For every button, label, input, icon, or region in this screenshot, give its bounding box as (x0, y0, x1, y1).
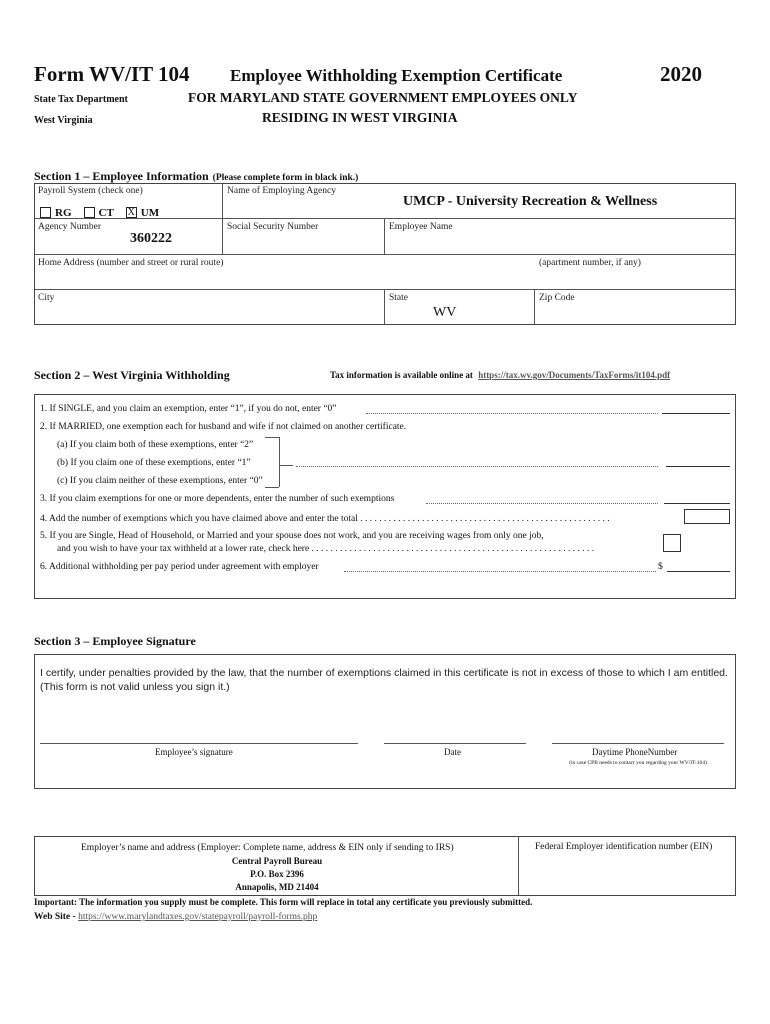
item-3-text: 3. If you claim exemptions for one or more dependents, enter the number of such exemptions (40, 494, 395, 504)
form-id: Form WV/IT 104 (34, 62, 190, 86)
subtitle-line-1: FOR MARYLAND STATE GOVERNMENT EMPLOYEES ONLY (188, 90, 578, 105)
ssn-label: Social Security Number (227, 222, 319, 232)
item-2b-text: (b) If you claim one of these exemptions, enter “1” (57, 458, 251, 468)
state-label: State (389, 293, 408, 303)
employee-info-table (34, 183, 736, 325)
apartment-label: (apartment number, if any) (539, 258, 641, 268)
ssn-cell[interactable] (223, 219, 385, 255)
checkbox-um-checked[interactable]: X (127, 206, 135, 218)
ein-label: Federal Employer identification number (EIN) (535, 842, 713, 852)
form-year: 2020 (660, 62, 702, 86)
checkbox-rg[interactable] (40, 207, 51, 218)
item-5-text-a: 5. If you are Single, Head of Household, or Married and your spouse does not work, and you are receiving wages from only one job, (40, 531, 544, 541)
item-3-answer[interactable] (664, 503, 730, 504)
website-link[interactable]: https://www.marylandtaxes.gov/statepayroll/payroll-forms.php (78, 912, 318, 922)
section1-note: (Please complete form in black ink.) (212, 173, 359, 183)
item-1-text: 1. If SINGLE, and you claim an exemption, enter “1”, if you do not, enter “0” (40, 404, 337, 414)
payroll-option-um[interactable]: X UM (127, 206, 160, 219)
item-4-total-box[interactable] (684, 509, 730, 524)
employer-label: Employer’s name and address (Employer: Complete name, address & EIN only if sending to IRS) (81, 843, 454, 853)
employer-po-box: P.O. Box 2396 (250, 869, 304, 879)
website-label: Web Site - (34, 912, 76, 922)
employer-box (34, 836, 736, 896)
item-2-bracket-top (265, 437, 279, 438)
certify-text: I certify, under penalties provided by the law, that the number of exemptions claimed in this certificate is not in excess of those to which I am entitled. (This form is not valid unless you sign it.) (40, 667, 728, 693)
item-6-leader (344, 571, 656, 572)
payroll-option-ct[interactable]: CT (84, 203, 122, 220)
date-line[interactable] (384, 743, 526, 744)
item-2-bracket (279, 437, 280, 487)
state-value: WV (433, 305, 457, 320)
state-name: West Virginia (34, 115, 93, 126)
agency-number-label: Agency Number (38, 222, 102, 232)
item-6-answer[interactable] (667, 571, 730, 572)
tax-info-text: Tax information is available online at (330, 370, 473, 380)
phone-line[interactable] (552, 743, 724, 744)
tax-info-line (330, 370, 670, 380)
employer-city: Annapolis, MD 21404 (235, 882, 319, 892)
payroll-system-cell (35, 184, 223, 219)
agency-name-value: UMCP - University Recreation & Wellness (403, 194, 658, 209)
employee-name-label: Employee Name (389, 222, 453, 232)
item-2a-text: (a) If you claim both of these exemptions, enter “2” (57, 440, 254, 450)
important-note: Important: The information you supply must be complete. This form will replace in total any certificate you previously submitted. (34, 897, 533, 907)
employer-name: Central Payroll Bureau (231, 856, 323, 866)
employer-address-cell (35, 837, 519, 895)
agency-number-value: 360222 (130, 231, 172, 246)
item-2-answer[interactable] (666, 466, 730, 467)
payroll-system-label: Payroll System (check one) (38, 186, 143, 196)
item-2-bracket-bottom (265, 487, 279, 488)
item-6-dollar: $ (658, 562, 663, 572)
item-1-leader (366, 413, 658, 414)
home-address-cell[interactable] (35, 255, 735, 290)
item-5-text-b: and you wish to have your tax withheld at a lower rate, check here . . . . . . . . . . . . . . . . . . . . . . . . . . . . . . . . . . . . . . . . . . . . . . . . . . . . . . . . . . . . (57, 544, 595, 554)
section1-heading: Section 1 – Employee Information (34, 169, 209, 183)
agency-name-label: Name of Employing Agency (227, 186, 336, 196)
section2-heading: Section 2 – West Virginia Withholding (34, 368, 230, 382)
subtitle-line-2: RESIDING IN WEST VIRGINIA (262, 110, 458, 125)
agency-number-cell[interactable] (35, 219, 223, 255)
item-1-answer[interactable] (662, 413, 730, 414)
item-5-checkbox[interactable] (663, 534, 681, 552)
signature-label: Employee’s signature (155, 747, 233, 757)
tax-info-link[interactable]: https://tax.wv.gov/Documents/TaxForms/it104.pdf (478, 370, 671, 380)
agency-name-cell[interactable] (223, 184, 735, 219)
item-2-bracket-tick (279, 465, 293, 466)
payroll-option-rg[interactable]: RG (40, 203, 80, 220)
item-2-leader (296, 466, 658, 467)
date-label: Date (444, 747, 461, 757)
item-3-leader (426, 503, 658, 504)
signature-line[interactable] (40, 743, 358, 744)
department: State Tax Department (34, 94, 128, 105)
form-title: Employee Withholding Exemption Certificate (230, 66, 563, 85)
city-cell[interactable] (35, 290, 385, 324)
state-cell[interactable] (385, 290, 535, 324)
zip-label: Zip Code (539, 293, 575, 303)
employee-name-cell[interactable] (385, 219, 735, 255)
phone-label: Daytime PhoneNumber (592, 747, 678, 757)
zip-cell[interactable] (535, 290, 735, 324)
item-6-text: 6. Additional withholding per pay period under agreement with employer (40, 562, 319, 572)
checkbox-ct[interactable] (84, 207, 95, 218)
item-2c-text: (c) If you claim neither of these exemptions, enter “0” (57, 476, 263, 486)
home-address-label: Home Address (number and street or rural route) (38, 258, 224, 268)
phone-note: (in case CPB needs to contact you regarding your WV/IT-104) (569, 760, 707, 766)
city-label: City (38, 293, 55, 303)
section3-heading: Section 3 – Employee Signature (34, 634, 196, 648)
item-2-text: 2. If MARRIED, one exemption each for husband and wife if not claimed on another certificate. (40, 422, 407, 432)
website-line (34, 912, 317, 922)
item-4-text: 4. Add the number of exemptions which you have claimed above and enter the total . . . . . . . . . . . . . . . . . . . . . . . . . . . . . . . . . . . . . . . . . . . . . . . . . . . . . (40, 514, 610, 524)
